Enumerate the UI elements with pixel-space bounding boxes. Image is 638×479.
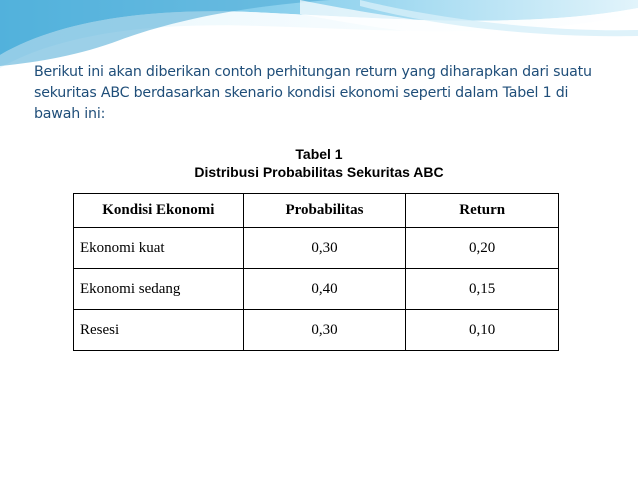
header-probabilitas: Probabilitas	[243, 194, 406, 228]
cell-kondisi: Ekonomi sedang	[74, 269, 244, 310]
cell-probabilitas: 0,30	[243, 228, 406, 269]
header-return: Return	[406, 194, 559, 228]
cell-probabilitas: 0,30	[243, 310, 406, 351]
cell-probabilitas: 0,40	[243, 269, 406, 310]
table-row	[74, 228, 559, 269]
cell-kondisi: Resesi	[74, 310, 244, 351]
cell-return: 0,10	[406, 310, 559, 351]
intro-paragraph: Berikut ini akan diberikan contoh perhitungan return yang diharapkan dari suatu sekuritas ABC berdasarkan skenario kondisi ekonomi seperti dalam Tabel 1 di bawah ini:	[34, 64, 592, 122]
cell-kondisi: Ekonomi kuat	[74, 228, 244, 269]
table-title: Distribusi Probabilitas Sekuritas ABC	[194, 164, 444, 180]
table-number: Tabel 1	[295, 146, 343, 162]
probability-table	[73, 193, 559, 351]
header-kondisi-ekonomi: Kondisi Ekonomi	[74, 194, 244, 228]
cell-return: 0,20	[406, 228, 559, 269]
table-row	[74, 269, 559, 310]
table-row	[74, 310, 559, 351]
table-header-row	[74, 194, 559, 228]
cell-return: 0,15	[406, 269, 559, 310]
